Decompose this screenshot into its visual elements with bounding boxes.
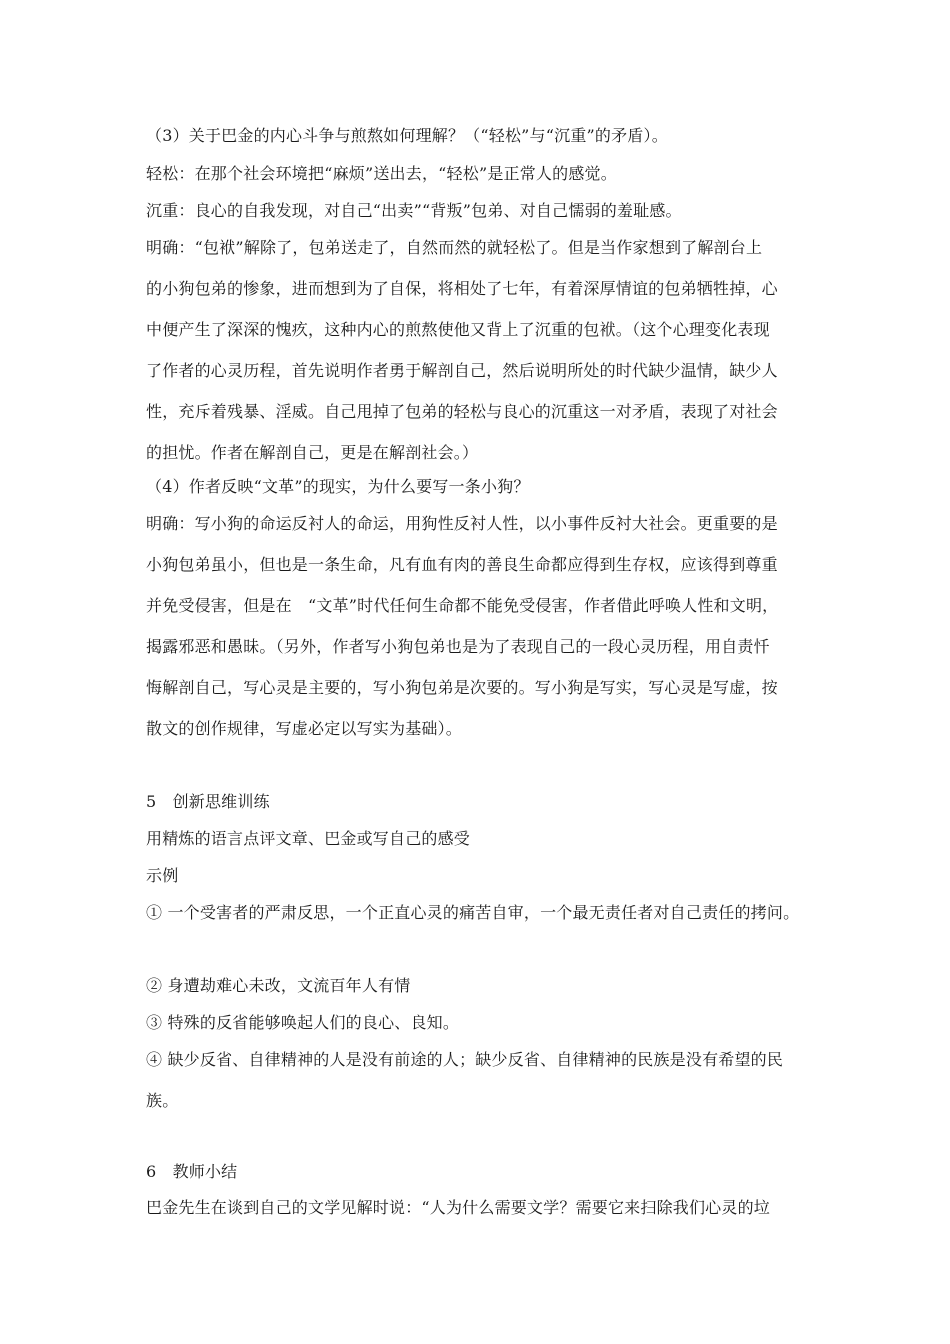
heavy-explanation: 沉重：良心的自我发现，对自己“出卖”“背叛”包弟、对自己懦弱的羞耻感。 (146, 201, 682, 220)
example-label: 示例 (146, 866, 179, 885)
answer-4-line: 小狗包弟虽小，但也是一条生命，凡有血有肉的善良生命都应得到生存权，应该得到尊重 (146, 555, 778, 574)
relaxed-explanation: 轻松：在那个社会环境把“麻烦”送出去，“轻松”是正常人的感觉。 (146, 164, 617, 183)
answer-3-line: 明确：“包袱”解除了，包弟送走了，自然而然的就轻松了。但是当作家想到了解剖台上 (146, 238, 763, 257)
answer-3-line: 性，充斥着残暴、淫威。自己甩掉了包弟的轻松与良心的沉重这一对矛盾，表现了对社会 (146, 402, 778, 421)
example-item: ② 身遭劫难心未改，文流百年人有情 (146, 976, 411, 995)
example-item: ④ 缺少反省、自律精神的人是没有前途的人；缺少反省、自律精神的民族是没有希望的民 (146, 1050, 784, 1069)
example-item: ③ 特殊的反省能够唤起人们的良心、良知。 (146, 1013, 460, 1032)
answer-3-line: 了作者的心灵历程，首先说明作者勇于解剖自己，然后说明所处的时代缺少温情，缺少人 (146, 361, 778, 380)
section-5-instruction: 用精炼的语言点评文章、巴金或写自己的感受 (146, 829, 471, 848)
question-3: （3）关于巴金的内心斗争与煎熬如何理解？（“轻松”与“沉重”的矛盾）。 (146, 126, 668, 145)
answer-4-line: 散文的创作规律，写虚必定以写实为基础）。 (146, 719, 463, 738)
answer-3-line: 的小狗包弟的惨象，进而想到为了自保，将相处了七年，有着深厚情谊的包弟牺牲掉，心 (146, 279, 778, 298)
section-6-heading: 6 教师小结 (146, 1162, 238, 1181)
answer-4-line: 悔解剖自己，写心灵是主要的，写小狗包弟是次要的。写小狗是写实，写心灵是写虚，按 (146, 678, 778, 697)
example-item-continuation: 族。 (146, 1091, 179, 1110)
answer-3-line: 的担忧。作者在解剖自己，更是在解剖社会。） (146, 443, 479, 462)
answer-4-line: 并免受侵害，但是在 “文革”时代任何生命都不能免受侵害，作者借此呼唤人性和文明， (146, 596, 779, 615)
section-6-text: 巴金先生在谈到自己的文学见解时说：“人为什么需要文学？需要它来扫除我们心灵的垃 (146, 1198, 770, 1217)
question-4: （4）作者反映“文革”的现实，为什么要写一条小狗？ (146, 477, 530, 496)
answer-3-line: 中便产生了深深的愧疚，这种内心的煎熬使他又背上了沉重的包袱。（这个心理变化表现 (146, 320, 770, 339)
answer-4-line: 明确：写小狗的命运反衬人的命运，用狗性反衬人性，以小事件反衬大社会。更重要的是 (146, 514, 778, 533)
example-item: ① 一个受害者的严肃反思，一个正直心灵的痛苦自审，一个最无责任者对自己责任的拷问。 (146, 903, 800, 922)
answer-4-line: 揭露邪恶和愚昧。（另外，作者写小狗包弟也是为了表现自己的一段心灵历程，用自责忏 (146, 637, 770, 656)
section-5-heading: 5 创新思维训练 (146, 792, 270, 811)
